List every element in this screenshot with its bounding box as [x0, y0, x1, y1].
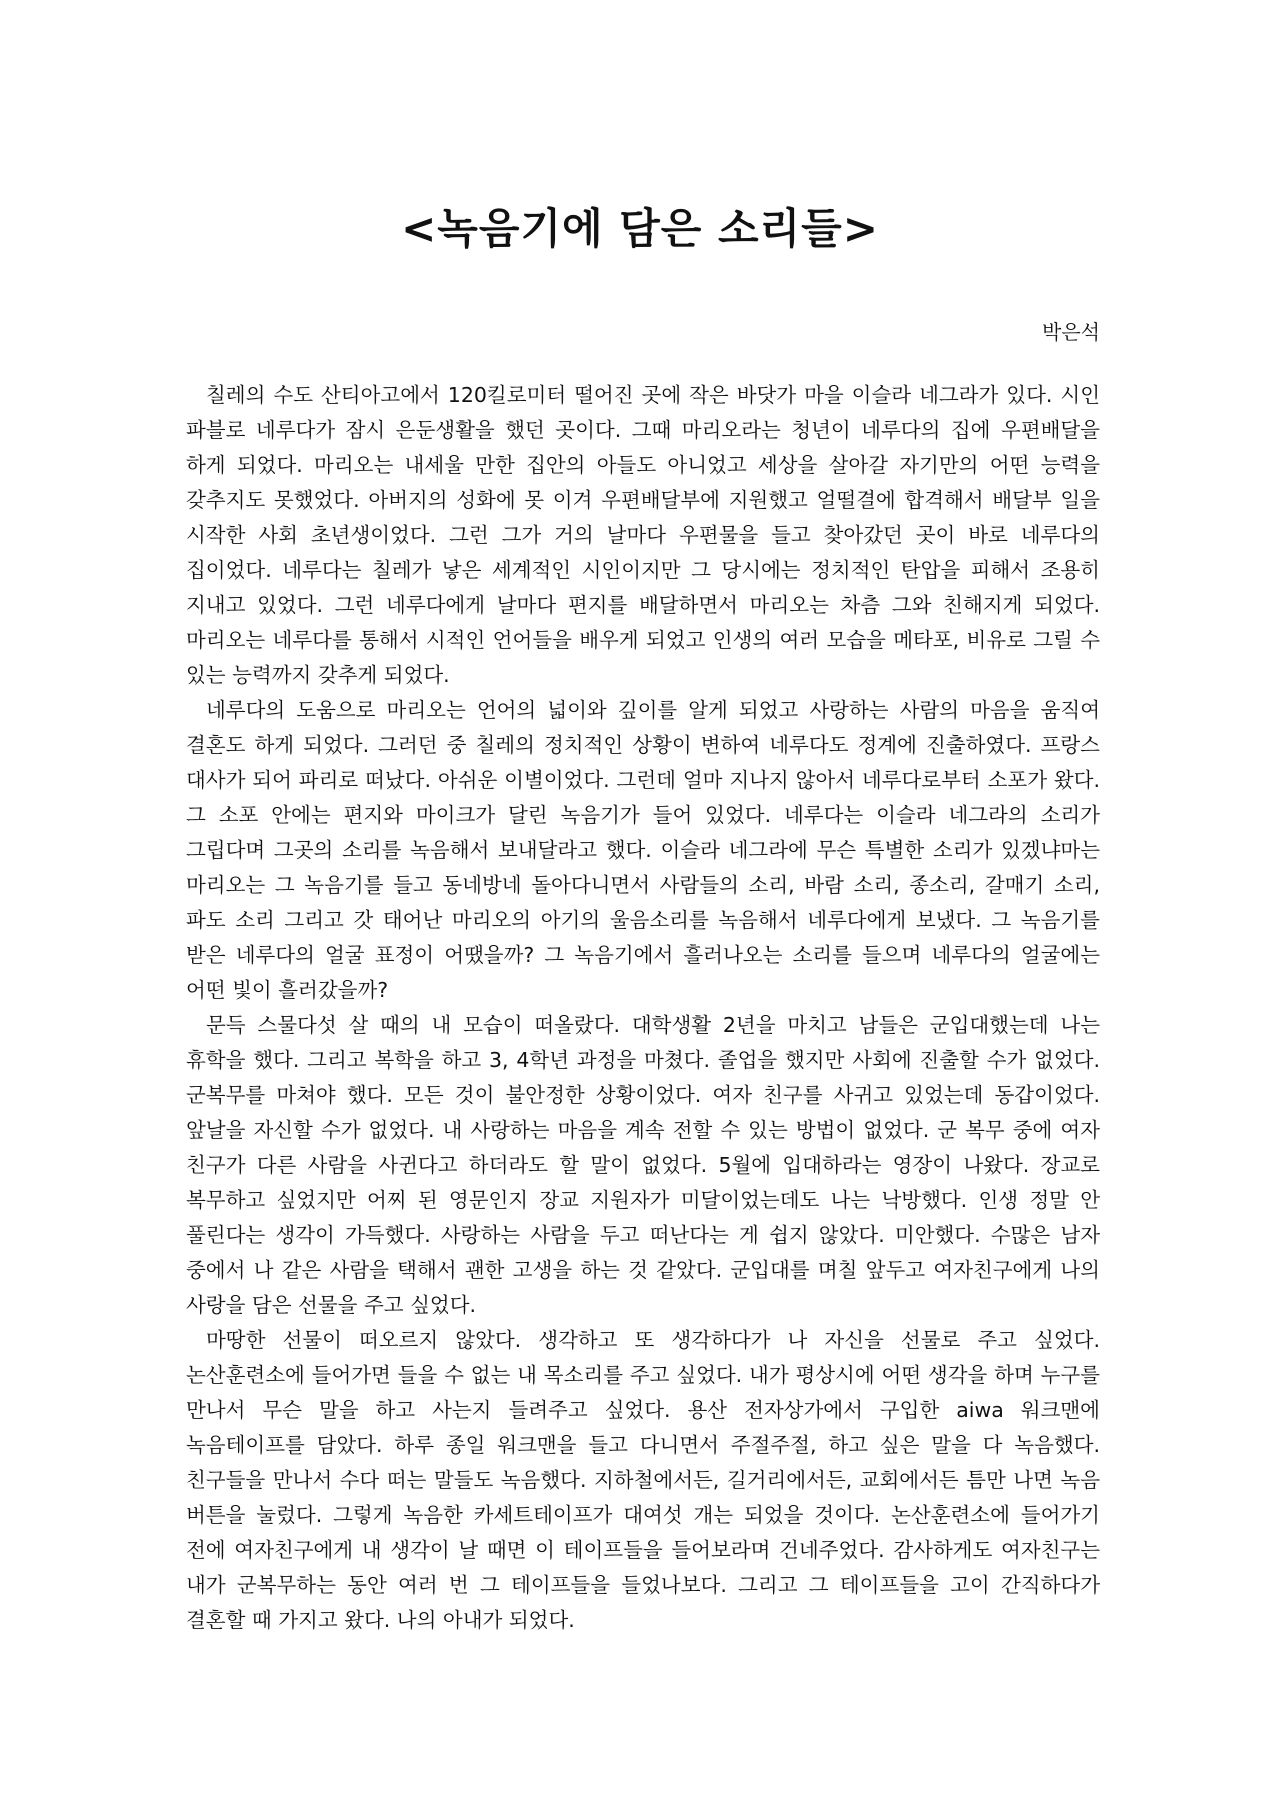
author-name: 박은석	[1042, 320, 1100, 344]
paragraph: 문득 스물다섯 살 때의 내 모습이 떠올랐다. 대학생활 2년을 마치고 남들은 군입대했는데 나는 휴학을 했다. 그리고 복학을 하고 3, 4학년 과정을 마쳤다. 졸업을 했지만 사회에 진출할 수가 없었다. 군복무를 마쳐야 했다. 모든 것이 불안정한 상황이었다. 여자 친구를 사귀고 있었는데 동갑이었다. 앞날을 자신할 수가 없었다. 내 사랑하는 마음을 계속 전할 수 있는 방법이 없었다. 군 복무 중에 여자 친구가 다른 사람을 사귄다고 하더라도 할 말이 없었다. 5월에 입대하라는 영장이 나왔다. 장교로 복무하고 싶었지만 어찌 된 영문인지 장교 지원자가 미달이었는데도 나는 낙방했다. 인생 정말 안 풀린다는 생각이 가득했다. 사랑하는 사람을 두고 떠난다는 게 쉽지 않았다. 미안했다. 수많은 남자 중에서 나 같은 사람을 택해서 괜한 고생을 하는 것 같았다. 군입대를 며칠 앞두고 여자친구에게 나의 사랑을 담은 선물을 주고 싶었다.	[186, 1013, 1100, 1317]
paragraph: 칠레의 수도 산티아고에서 120킬로미터 떨어진 곳에 작은 바닷가 마을 이슬라 네그라가 있다. 시인 파블로 네루다가 잠시 은둔생활을 했던 곳이다. 그때 마리오라는 청년이 네루다의 집에 우편배달을 하게 되었다. 마리오는 내세울 만한 집안의 아들도 아니었고 세상을 살아갈 자기만의 어떤 능력을 갖추지도 못했었다. 아버지의 성화에 못 이겨 우편배달부에 지원했고 얼떨결에 합격해서 배달부 일을 시작한 사회 초년생이었다. 그런 그가 거의 날마다 우편물을 들고 찾아갔던 곳이 바로 네루다의 집이었다. 네루다는 칠레가 낳은 세계적인 시인이지만 그 당시에는 정치적인 탄압을 피해서 조용히 지내고 있었다. 그런 네루다에게 날마다 편지를 배달하면서 마리오는 차츰 그와 친해지게 되었다. 마리오는 네루다를 통해서 시적인 언어들을 배우게 되었고 인생의 여러 모습을 메타포, 비유로 그릴 수 있는 능력까지 갖추게 되었다.	[186, 383, 1100, 687]
document-body	[186, 378, 1100, 1638]
paragraph: 마땅한 선물이 떠오르지 않았다. 생각하고 또 생각하다가 나 자신을 선물로 주고 싶었다. 논산훈련소에 들어가면 들을 수 없는 내 목소리를 주고 싶었다. 내가 평상시에 어떤 생각을 하며 누구를 만나서 무슨 말을 하고 사는지 들려주고 싶었다. 용산 전자상가에서 구입한 aiwa 워크맨에 녹음테이프를 담았다. 하루 종일 워크맨을 들고 다니면서 주절주절, 하고 싶은 말을 다 녹음했다. 친구들을 만나서 수다 떠는 말들도 녹음했다. 지하철에서든, 길거리에서든, 교회에서든 틈만 나면 녹음 버튼을 눌렀다. 그렇게 녹음한 카세트테이프가 대여섯 개는 되었을 것이다. 논산훈련소에 들어가기 전에 여자친구에게 내 생각이 날 때면 이 테이프들을 들어보라며 건네주었다. 감사하게도 여자친구는 내가 군복무하는 동안 여러 번 그 테이프들을 들었나보다. 그리고 그 테이프들을 고이 간직하다가 결혼할 때 가지고 왔다. 나의 아내가 되었다.	[186, 1328, 1100, 1632]
document-title: <녹음기에 담은 소리들>	[401, 204, 879, 253]
paragraph: 네루다의 도움으로 마리오는 언어의 넓이와 깊이를 알게 되었고 사랑하는 사람의 마음을 움직여 결혼도 하게 되었다. 그러던 중 칠레의 정치적인 상황이 변하여 네루다도 정계에 진출하였다. 프랑스 대사가 되어 파리로 떠났다. 아쉬운 이별이었다. 그런데 얼마 지나지 않아서 네루다로부터 소포가 왔다. 그 소포 안에는 편지와 마이크가 달린 녹음기가 들어 있었다. 네루다는 이슬라 네그라의 소리가 그립다며 그곳의 소리를 녹음해서 보내달라고 했다. 이슬라 네그라에 무슨 특별한 소리가 있겠냐마는 마리오는 그 녹음기를 들고 동네방네 돌아다니면서 사람들의 소리, 바람 소리, 종소리, 갈매기 소리, 파도 소리 그리고 갓 태어난 마리오의 아기의 울음소리를 녹음해서 네루다에게 보냈다. 그 녹음기를 받은 네루다의 얼굴 표정이 어땠을까? 그 녹음기에서 흘러나오는 소리를 들으며 네루다의 얼굴에는 어떤 빛이 흘러갔을까?	[186, 698, 1100, 1002]
